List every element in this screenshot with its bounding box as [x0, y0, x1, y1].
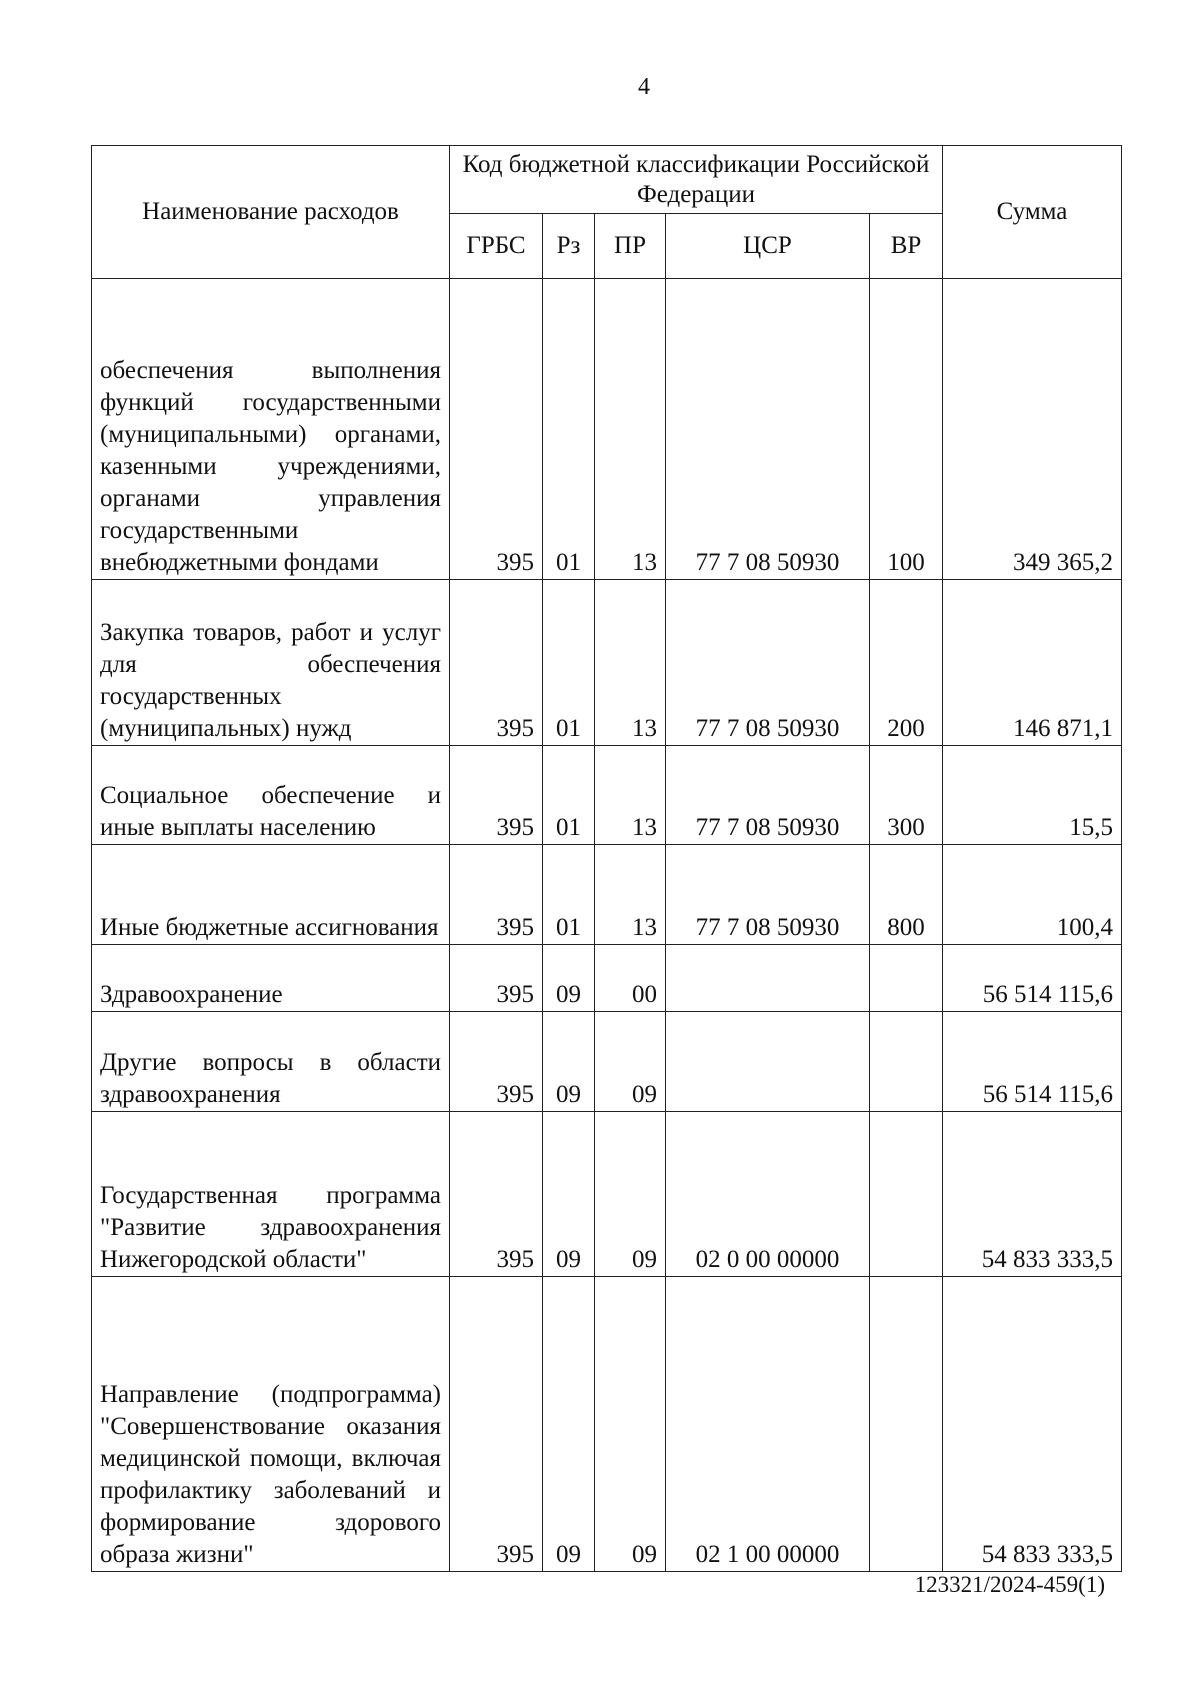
row-pr: 09: [595, 1277, 666, 1572]
table-row: [92, 580, 1122, 746]
row-pr: 13: [595, 279, 666, 580]
row-pr: 09: [595, 1112, 666, 1277]
row-rz: 09: [543, 1012, 595, 1112]
row-grbs: 395: [450, 945, 543, 1012]
row-pr: 13: [595, 580, 666, 746]
row-sum: 56 514 115,6: [943, 945, 1122, 1012]
row-rz: 01: [543, 845, 595, 945]
table-row: [92, 746, 1122, 845]
row-vr: [870, 1012, 943, 1112]
row-pr: 13: [595, 746, 666, 845]
row-name: обеспечения выполнения функций государственными (муниципальными) органами, казенными учреждениями, органами управления государственными внебюджетными фондами: [92, 279, 450, 580]
row-name: Социальное обеспечение и иные выплаты населению: [92, 746, 450, 845]
row-rz: 09: [543, 1277, 595, 1572]
header-vr: ВР: [870, 214, 943, 279]
row-csr: 77 7 08 50930: [666, 580, 870, 746]
row-vr: 800: [870, 845, 943, 945]
row-sum: 54 833 333,5: [943, 1112, 1122, 1277]
row-grbs: 395: [450, 1012, 543, 1112]
row-rz: 09: [543, 1112, 595, 1277]
row-sum: 56 514 115,6: [943, 1012, 1122, 1112]
row-pr: 09: [595, 1012, 666, 1112]
table-row: [92, 845, 1122, 945]
header-grbs: ГРБС: [450, 214, 543, 279]
row-csr: 02 0 00 00000: [666, 1112, 870, 1277]
row-name: Иные бюджетные ассигнования: [92, 845, 450, 945]
row-csr: [666, 1012, 870, 1112]
document-registration-code: 123321/2024-459(1): [914, 1572, 1105, 1597]
row-grbs: 395: [450, 1112, 543, 1277]
row-grbs: 395: [450, 580, 543, 746]
table-row: [92, 1112, 1122, 1277]
row-grbs: 395: [450, 845, 543, 945]
row-csr: 02 1 00 00000: [666, 1277, 870, 1572]
table-row: [92, 1012, 1122, 1112]
row-rz: 01: [543, 279, 595, 580]
row-pr: 00: [595, 945, 666, 1012]
row-name: Закупка товаров, работ и услуг для обеспечения государственных (муниципальных) нужд: [92, 580, 450, 746]
row-sum: 100,4: [943, 845, 1122, 945]
row-grbs: 395: [450, 746, 543, 845]
table-row: [92, 1277, 1122, 1572]
row-vr: 200: [870, 580, 943, 746]
row-pr: 13: [595, 845, 666, 945]
row-name: Государственная программа "Развитие здравоохранения Нижегородской области": [92, 1112, 450, 1277]
row-vr: 100: [870, 279, 943, 580]
row-name: Другие вопросы в области здравоохранения: [92, 1012, 450, 1112]
row-vr: 300: [870, 746, 943, 845]
row-csr: 77 7 08 50930: [666, 746, 870, 845]
row-csr: [666, 945, 870, 1012]
table-row: [92, 945, 1122, 1012]
row-sum: 15,5: [943, 746, 1122, 845]
row-vr: [870, 1112, 943, 1277]
row-rz: 01: [543, 746, 595, 845]
row-name: Здравоохранение: [92, 945, 450, 1012]
row-sum: 349 365,2: [943, 279, 1122, 580]
header-rz: Рз: [543, 214, 595, 279]
row-sum: 146 871,1: [943, 580, 1122, 746]
row-sum: 54 833 333,5: [943, 1277, 1122, 1572]
row-rz: 01: [543, 580, 595, 746]
header-csr: ЦСР: [666, 214, 870, 279]
page-number: 4: [638, 74, 650, 100]
row-rz: 09: [543, 945, 595, 1012]
header-name-of-expenses: Наименование расходов: [92, 146, 450, 279]
header-pr: ПР: [595, 214, 666, 279]
budget-expenses-table: [91, 145, 1122, 1572]
header-sum: Сумма: [943, 146, 1122, 279]
row-grbs: 395: [450, 1277, 543, 1572]
row-vr: [870, 1277, 943, 1572]
row-vr: [870, 945, 943, 1012]
row-grbs: 395: [450, 279, 543, 580]
row-name: Направление (подпрограмма) "Совершенствование оказания медицинской помощи, включая профилактику заболеваний и формирование здорового образа жизни": [92, 1277, 450, 1572]
table-row: [92, 279, 1122, 580]
header-budget-classification-code: Код бюджетной классификации Российской Федерации: [450, 146, 943, 214]
row-csr: 77 7 08 50930: [666, 279, 870, 580]
row-csr: 77 7 08 50930: [666, 845, 870, 945]
